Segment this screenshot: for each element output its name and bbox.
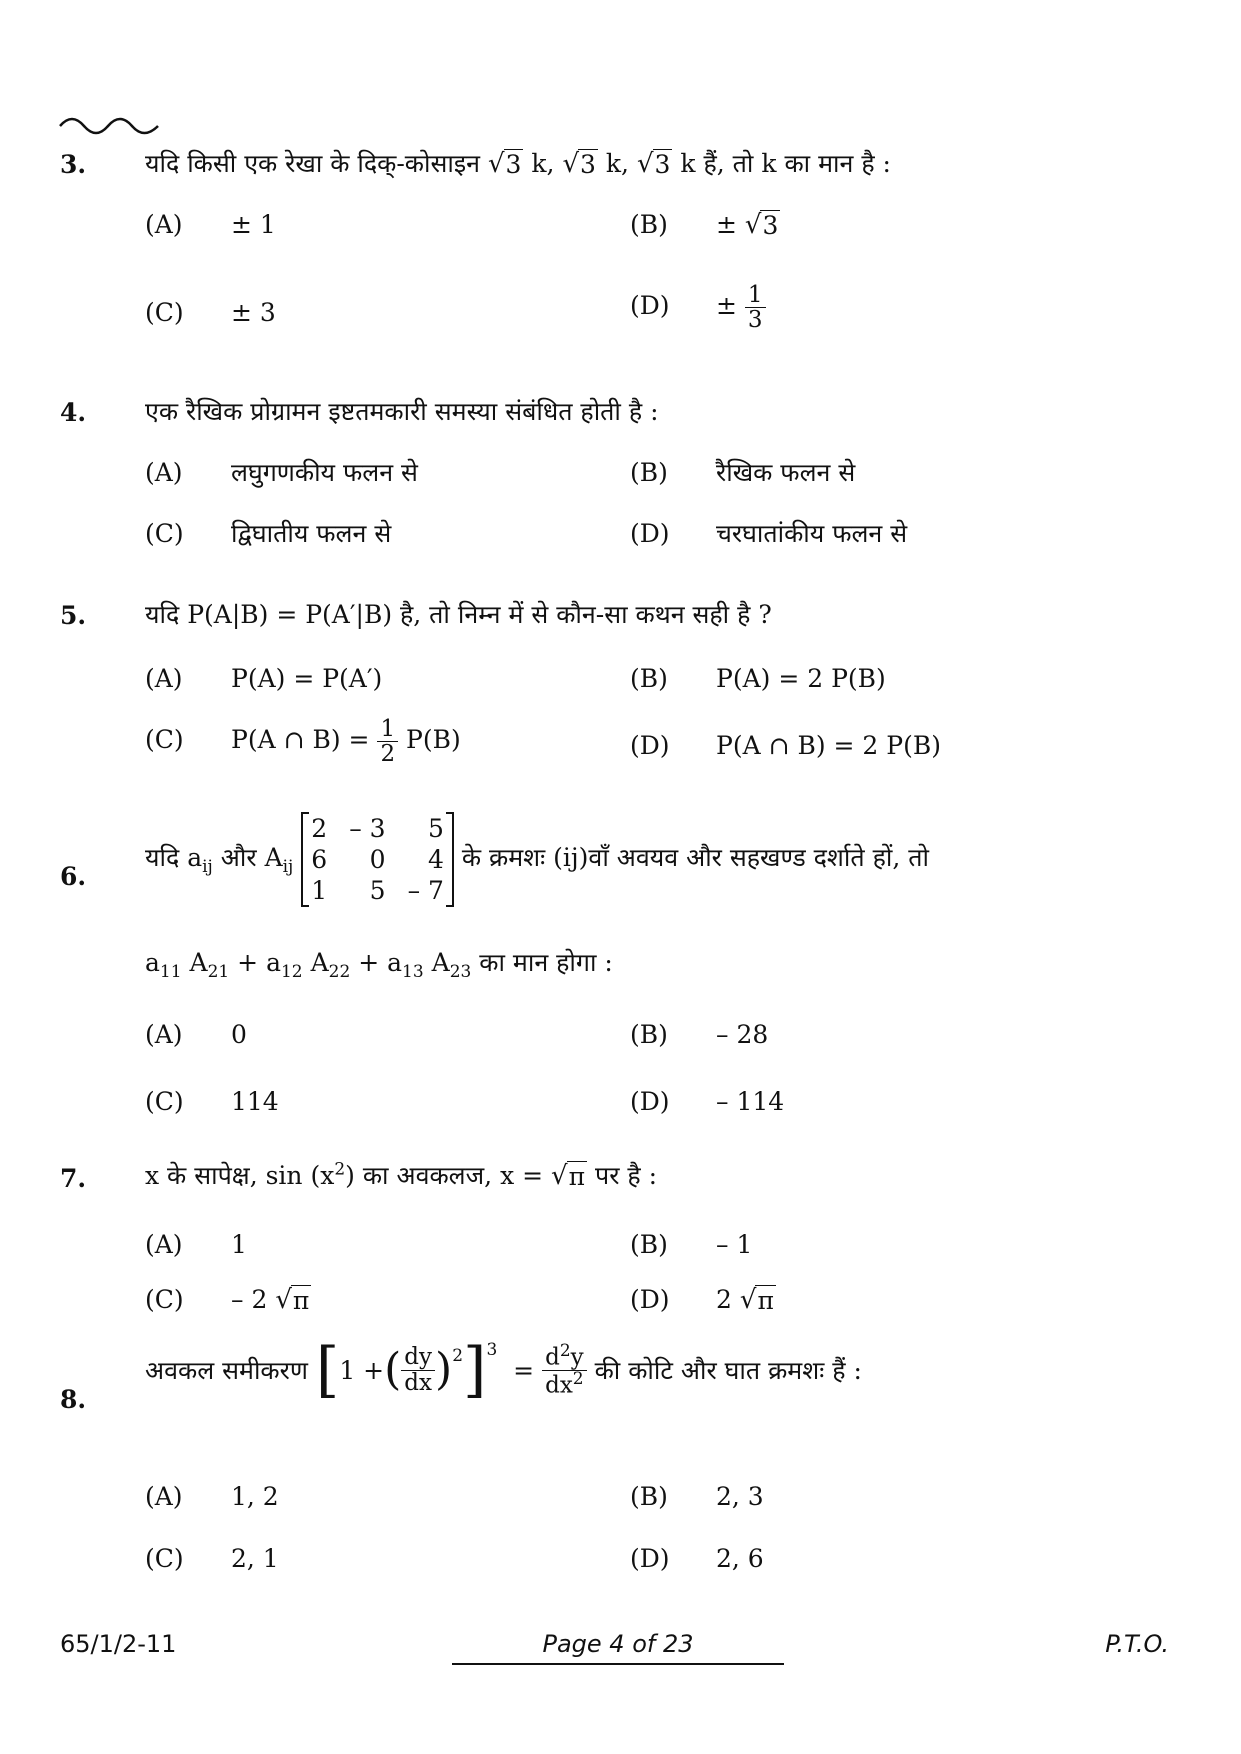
matrix-cell: 5: [369, 876, 386, 905]
question-number: 7.: [60, 1164, 87, 1193]
sqrt-term: √ 3: [487, 149, 522, 179]
differential-equation: अवकल समीकरण [ 1 + ( $\frac{dy}{dx}$ ) $^2$ ] $^3$ = $\frac{d^2y}{dx^2}$ की कोटि और घात क्रमशः हैं :: [145, 1335, 862, 1405]
option-b[interactable]: (B) रैखिक फलन से: [630, 458, 856, 487]
option-c[interactable]: (C) – 2 √ π: [145, 1285, 310, 1315]
page-number: Page 4 of 23: [542, 1630, 694, 1658]
option-a[interactable]: (A) 1: [145, 1230, 247, 1259]
option-c[interactable]: (C) द्विघातीय फलन से: [145, 519, 392, 548]
option-b[interactable]: (B) – 1: [630, 1230, 753, 1259]
option-b[interactable]: (B) ± √ 3: [630, 210, 779, 240]
footer-divider: [452, 1663, 784, 1665]
option-b[interactable]: (B) – 28: [630, 1020, 769, 1049]
option-b[interactable]: (B) P(A) = 2 P(B): [630, 664, 886, 693]
matrix-cell: 0: [369, 845, 386, 874]
matrix-cell: – 7: [407, 876, 444, 905]
question-number: 8.: [60, 1385, 87, 1414]
option-c[interactable]: (C) 2, 1: [145, 1544, 279, 1573]
matrix-cell: 6: [311, 845, 328, 874]
option-b[interactable]: (B) 2, 3: [630, 1482, 764, 1511]
option-d[interactable]: (D) चरघातांकीय फलन से: [630, 519, 908, 548]
question-number: 3.: [60, 150, 87, 179]
option-a[interactable]: (A) ± 1: [145, 210, 276, 239]
option-c[interactable]: (C) ± 3: [145, 298, 276, 327]
option-a[interactable]: (A) 1, 2: [145, 1482, 279, 1511]
matrix-cell: 1: [311, 876, 328, 905]
sqrt-term: √ 3: [636, 149, 671, 179]
sqrt-term: √ 3: [562, 149, 596, 179]
option-a[interactable]: (A) P(A) = P(A′): [145, 664, 383, 693]
matrix: [301, 812, 454, 907]
decorative-wave-icon: [58, 110, 162, 140]
option-d[interactable]: (D) 2 √ π: [630, 1285, 774, 1315]
option-d[interactable]: (D) – 114: [630, 1087, 785, 1116]
paper-code: 65/1/2-11: [60, 1630, 177, 1658]
option-d[interactable]: (D) 2, 6: [630, 1544, 764, 1573]
question-text: यदि किसी एक रेखा के दिक्-कोसाइन √ 3 k, √ 3 k, √ 3 k हैं, तो k का मान है :: [145, 149, 891, 179]
question-text: यदि P(A|B) = P(A′|B) है, तो निम्न में से कौन-सा कथन सही है ?: [145, 600, 772, 629]
option-c[interactable]: (C) 114: [145, 1087, 279, 1116]
matrix-cell: 5: [428, 814, 444, 843]
fraction: $\frac{1}{2}$: [377, 717, 398, 766]
option-c[interactable]: (C) P(A ∩ B) = $\frac{1}{2}$ P(B): [145, 716, 461, 768]
fraction: $\frac{1}{3}$: [745, 283, 766, 332]
question-text-line2: $a_{11}$ $A_{21} + a_{12}$ $A_{22} + a_{13}$ $A_{23}$ का मान होगा :: [145, 948, 613, 982]
matrix-cell: – 3: [349, 814, 386, 843]
question-text: यदि $a_{ij}$ और $A_{ij}$ 2 – 3 5 6 0 4 1 5 – 7 के क्रमशः (ij)वाँ अवयव और सहखण्ड दर्शाते हों, तो: [145, 814, 929, 905]
question-text: एक रैखिक प्रोग्रामन इष्टतमकारी समस्या संबंधित होती है :: [145, 397, 659, 426]
matrix-cell: 4: [428, 845, 444, 874]
option-d[interactable]: (D) ± $\frac{1}{3}$: [630, 283, 766, 332]
question-text: [145, 1335, 862, 1405]
option-a[interactable]: (A) लघुगणकीय फलन से: [145, 458, 418, 487]
question-text: x के सापेक्ष, $\sin (x^2)$ का अवकलज, x = √ π पर है :: [145, 1159, 658, 1191]
option-d[interactable]: (D) P(A ∩ B) = 2 P(B): [630, 731, 941, 760]
question-number: 6.: [60, 862, 87, 891]
pto-label: P.T.O.: [1105, 1630, 1169, 1658]
question-number: 5.: [60, 601, 87, 630]
option-a[interactable]: (A) 0: [145, 1020, 247, 1049]
matrix-cell: 2: [311, 814, 328, 843]
question-number: 4.: [60, 398, 87, 427]
